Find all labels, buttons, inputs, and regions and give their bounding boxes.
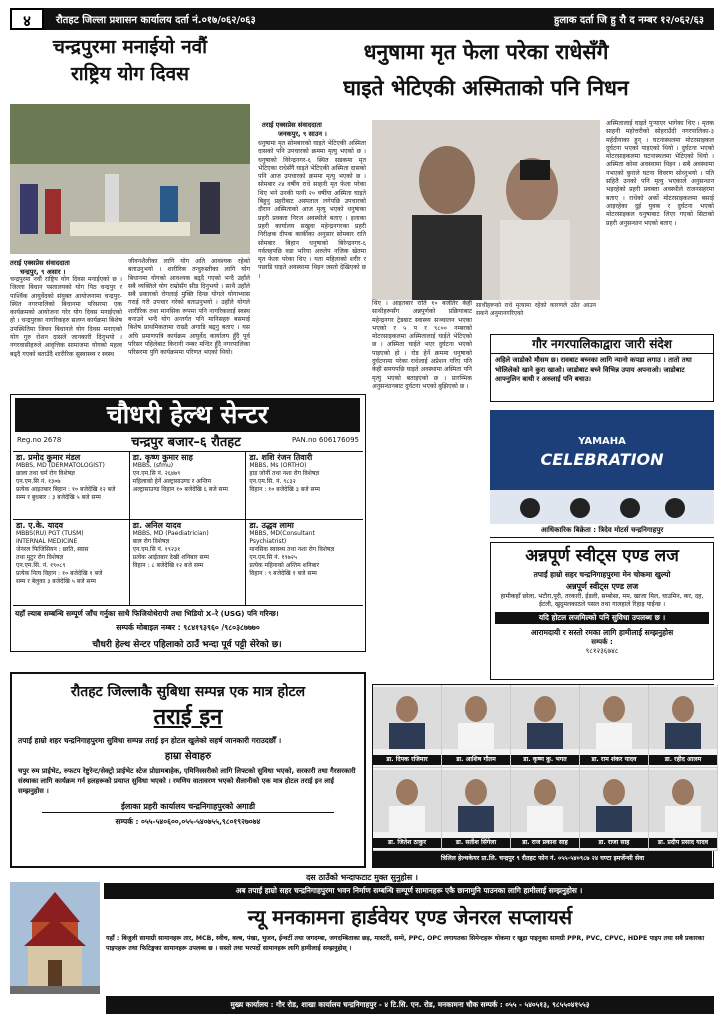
- hospital-doctor-card: [442, 768, 511, 851]
- annapurna-contact-label: सम्पर्क :: [591, 638, 613, 646]
- health-footer: चौधरी हेल्थ सेन्टर पहिलाको ठाउँ भन्दा पूर्व पट्टी सेरेको छ।: [92, 640, 282, 650]
- doctor-line: एन.एम.सि. नं. १९०८९: [16, 562, 66, 569]
- dhanusha-column-3: अस्मितालाई घाइते पुऱ्याएर भागेका थिए । मृतक साहनी महोत्तरीको सोहराउँदी नगरपालिका-३ मर्हदीयाका हुन् । घटनास्थलमा मोटरसाइकल दुर्घटना भएको पाइएको थियो । दुर्घटना भएको मोटरसाइकलमा घटनास्थलमा भेटिएको थियो । अस्मिता कोमा अवस्थामा थिइन । सबै अवस्थामा नभएको कुराले घटना विवरण सोध्नुभयो । पति सहितै उनको पनि मृत्यु भएकाले अनुसन्धान भइरहेको प्रहरी प्रवक्ता अवस्थीले राजनसहरमा बताए । राधेको अर्को मोटरसाइकलमा बसाई आइरहेका दुई युवक र दुर्घटना भएको मोटरसाइकल धनुषाबाट लिएर गएको सिटाको प्रहरी अनुसन्धान भएको बताए ।: [606, 120, 714, 227]
- doctor-line: प्रत्येक महिनाको अन्तिम शनिबार: [249, 562, 320, 569]
- doctor-line: सम्म र बेलुका ३ बजेदेखि ५ बजे सम्म: [16, 578, 96, 585]
- dhanusha-photo-caption: साथीहरूको राधे मृत्यामा रहेको कारणले उठेर आउन सकने अनुमानगरिएको: [476, 302, 596, 318]
- dhanusha-column-1: धनुषामा मृत सोमबारको घाइते भेटिएकी अस्मिता दासको पनि उपचारको क्रममा मृत्यु भएको छ । धनुषाको विरेन्द्रनगर-६ स्थित सडकमा मृत भेटिएका राधेसँगै घाइते भेटिएकी अस्मिता दासको पनि आज उपचारको क्रममा मृत्यु भएको छ । सोमबार २४ वर्षीय राधे साहनी मृत फेला परेका थिए भने उनकी पत्नी २० वर्षीया अस्मिता घाइते बिहुनु प्रहरीबाट अस्पताल लगेपछि उपचारको दौरान अस्मिताको आज मृत्यु भएको धनुषाका प्रहरी प्रवक्ता निरज अवस्थीले बताए । इलाका प्रहरी कार्यालय सखुवा महेन्द्रनगरका प्रहरी निरीक्षक दीपक कार्कीका अनुसार सोमबार राति सोमबार बिहान धनुषाको बिरेन्द्रनगर-६ गर्वलहपछि वडा भरिया अरुलेप नजिक खेतमा मृत फेला परेका थिए । यता महिलाको शरीर र पछाडि घाइते अवस्थामा थिइन जस्तो देखिएको छ ।: [258, 140, 366, 280]
- hospital-doctor-card: [649, 685, 718, 768]
- doctor-name: डा. उद्धव लामा: [249, 521, 294, 530]
- doctor-card: [13, 452, 130, 520]
- municipality-notice: [490, 334, 714, 402]
- doctor-line: Psychiatrist): [249, 538, 287, 545]
- hospital-doctor-card: [442, 685, 511, 768]
- doctor-line: विहान : ८ बजेदेखि १२ बजे सम्म: [132, 562, 204, 569]
- hospital-doctor-card: [580, 685, 649, 768]
- health-pan: PAN.no 606176095: [291, 436, 359, 444]
- hospital-doctor-name: डा. जितेश ठाकुर: [373, 838, 441, 848]
- hotel-services: चपुर रुम प्राईभेट, रुफटप रेष्टुरेन्ट/सेक्ट्रो प्राईभेट स्टेज प्रोग्रामबाहेक, एमिनिस्सरीको लागि लिफ्टको सुविधा भएको, सरकारी तथा गैरसरकारी संस्थाका लागि कार्यक्रम गर्न हलहरूको प्रयाप्त सुविधा भएको । रमणिय वातावरण भएको सैलानीको एक मात्र होटल तराई इन लाई सम्झनुहोस ।: [18, 767, 356, 795]
- hotel-intro: रौतहट जिल्लाकै सुबिधा सम्पन्न एक मात्र होटल: [70, 684, 306, 700]
- doctor-card: [246, 520, 363, 606]
- doctor-portrait: [373, 687, 441, 749]
- doctor-portrait: [442, 687, 510, 749]
- hardware-items: यहाँ : बिजुली सामाग्री सामानहरू तार, MCB, स्वीच, बल्ब, पंखा, भुजन, ईन्वर्टी तथा जगदम्बा, जगदम्बिताका छड़, मास्टरी, सम्मे, PPC, OPC लगायतका सिमेन्टहरू थोकमा र खुद्रा पाइनुका सामग्री PPR, PVC, CPVC, HDPE पाइप तथा सबै प्रकारका पाइपहरू तथा फिटिङ्गका सामानहरू उपलब्ध छ । सस्तो तथा भरपर्दो सामानहरू लागि हामीलाई सम्झनुहोस् ।: [106, 935, 705, 952]
- hotel-contact: सम्पर्क : ०५५-५४०६००,०५५-५४०७५५,९८०१९२७०७४: [115, 817, 261, 826]
- doctor-line: MBBS, (sfmu): [132, 462, 174, 469]
- doctor-line: प्रत्येक आईतबार देखी शनिबार सम्म: [132, 554, 209, 561]
- doctor-line: एन.एम.सि नं. २६४७९: [132, 470, 181, 477]
- doctor-line: प्रत्येक आइतबार बिहान : १० बजेदेखि १२ बजे: [16, 486, 116, 493]
- hardware-ad: [10, 872, 714, 1016]
- hospital-doctor-card: [649, 768, 718, 851]
- hardware-top-strip: दस ठाउँको भन्दाफटाट मुक्त सुनुहोस ।: [306, 873, 418, 882]
- doctor-name: डा. कृष्ण कुमार साह: [132, 453, 193, 462]
- health-reg-no: Reg.no 2678: [17, 436, 62, 444]
- doctor-line: प्रत्येक नित्य विहान : १० बजेदेखि १ बजे: [16, 570, 103, 577]
- doctor-portrait: [580, 770, 648, 832]
- doctor-portrait: [649, 687, 717, 749]
- doctor-card: [13, 520, 130, 606]
- doctor-line: एन.एम.सि नं. १९७२५: [249, 554, 297, 561]
- yamaha-brand: YAMAHA: [578, 436, 626, 447]
- annapurna-contact-no: ९८१२३६७४८: [585, 647, 619, 655]
- dhanusha-dateline: जनकपुर, ९ साउन ।: [278, 130, 327, 138]
- doctor-card: [130, 520, 247, 606]
- doctor-line: हाड जोर्नी तथा नशा रोग विशेषज्ञ: [249, 470, 320, 477]
- yamaha-sponsor-caption: आधिकारिक बिक्रेता : त्रिदेव मोटर्स चन्द्रनिगाहपुर: [490, 526, 714, 538]
- yoga-article: [10, 34, 250, 394]
- annapurna-title: अन्नपूर्ण स्वीट्स एण्ड लज: [525, 546, 679, 566]
- doctor-line: छाला तथा चर्म रोग विशेषज्ञ: [16, 470, 75, 477]
- hospital-doctor-name: डा. आशिष गौतम: [442, 755, 510, 765]
- hospital-doctor-name: डा. कृष्ण कु. भगत: [511, 755, 579, 765]
- doctor-card: [246, 452, 363, 520]
- hospital-doctor-name: डा. प्रदीप प्रसाद यादव: [649, 838, 717, 848]
- doctor-line: महिलाको हेर्ने अल्ट्रासाउण्ड र अन्तिम: [132, 478, 212, 485]
- hospital-doctor-card: [373, 768, 442, 851]
- dhanusha-couple-photo: [372, 120, 600, 300]
- doctor-line: MBBS, MD(Consultant: [249, 530, 315, 537]
- health-location: चन्द्रपुर बजार–६ रौतहट: [131, 435, 241, 450]
- hotel-address: ईलाका प्रहरी कार्यालय चन्द्रनिगाहपुरको अगाडी: [42, 801, 334, 813]
- dhanusha-headline-line1: धनुषामा मृत फेला परेका राधेसँगै: [363, 40, 609, 64]
- hospital-doctor-grid: [373, 685, 715, 851]
- annapurna-subtitle: तपाईं हाम्रो सहर चन्द्रनिगाहपुरमा मेन चोकमा खुल्यो: [533, 570, 671, 579]
- hospital-doctor-name: डा. सतीश सिंगेला: [442, 838, 510, 848]
- couple-photo-image: [372, 120, 600, 300]
- doctor-portrait: [580, 687, 648, 749]
- hospital-doctor-name: डा. रहीद आलम: [649, 755, 717, 765]
- doctor-name: डा. अनिल यादव: [132, 521, 182, 530]
- dhanusha-headline-line2: घाइते भेटिएकी अस्मिताको पनि निधन: [343, 76, 629, 100]
- health-center-title: चौधरी हेल्थ सेन्टर: [15, 398, 360, 432]
- doctor-line: तथा मुटुर रोग विशेषज्ञ: [16, 554, 64, 561]
- hardware-title: न्यू मनकामना हार्डवेयर एण्ड जेनरल सप्लायर्स: [247, 905, 573, 929]
- page-number: ४: [10, 8, 44, 30]
- doctor-line: एन.एम.सि. नं. ९८३२: [249, 478, 296, 485]
- yoga-photo: [10, 104, 250, 254]
- hotel-name: तराई इन: [153, 705, 223, 730]
- yoga-column-2: जीवनशैलीका लागि योग अति आवश्यक रहेको बताउनुभयो । शारीरिक तन्दुरुस्तीका लागि योग बिधानमा योगको आवश्यक बढ्दै गएको भन्दै उहाँले सबै व्यक्तिले योग राम्रोसँग सीड दिनुभयो । साथै उहाँले सबै प्रकारको रोगलाई मुक्ति दिन्छ योगले योगाभ्यास गराई गरी उपचार गरेको बताउनुभयो । उहाँले योगले शारीरिक तथा मानसिक रूपमा पनि नागरिकलाई स्वस्थ बनाउने भन्दै योग अन्तर्गत पनि मानिसहरु बसमाई बिशेष प्राथमिकतामा राख्दै अगाडि बढ्नु बताए । यस अघि प्रमाणपत्रि कार्यक्रम आयुर्वेद कार्यालय हुँदै पूर्व परिसर पहिलेबाट किरानी नम्बर मन्दिर हुँदै नगरपालिका परिसरमा पुगि कार्यक्रममा परिणत भएको थियो।: [128, 258, 250, 357]
- hospital-doctor-name: डा. राज प्रकाश साह: [511, 838, 579, 848]
- temple-photo: [10, 882, 100, 994]
- annapurna-name: अन्नपूर्ण स्वीट्स एण्ड लज: [565, 582, 639, 591]
- doctor-line: मानसिक स्वास्थ्य तथा नशा रोग विशेषज्ञ: [249, 546, 335, 553]
- yoga-headline-line2: राष्ट्रिय योग दिवस: [70, 63, 189, 85]
- doctor-name: डा. शशि रंजन तिवारी: [249, 453, 313, 462]
- doctor-line: बाल रोग विशेषज्ञ: [132, 538, 170, 545]
- doctor-portrait: [442, 770, 510, 832]
- hotel-desc: तपाईं हाम्रो शहर चन्द्रनिगाहपुरमा सुविधा सम्पन्न तराई इन होटल खुलेको सहर्ष जानकारी गराउदछौँ ।: [18, 736, 282, 745]
- doctor-line: सम्म र बुधबार : ३ बजेदेखि ५ बजे सम्म: [16, 494, 101, 501]
- dhanusha-byline: तराई एक्सप्रेस संवाददाता: [262, 121, 322, 129]
- doctor-line: INTERNAL MEDICINE: [16, 538, 78, 545]
- hospital-doctor-card: [580, 768, 649, 851]
- yamaha-banner: [490, 410, 714, 524]
- hotel-services-title: हाम्रा सेवाहरु: [164, 751, 212, 762]
- yoga-headline-line1: चन्द्रपुरमा मनाईयो नवौं: [52, 36, 208, 58]
- doctor-line: अल्ट्रासाउण्ड विहान १० बजेदेखि ६ बजे सम्म: [132, 486, 228, 493]
- doctor-line: MBBS, MD (Paediatrician): [132, 530, 209, 537]
- hospital-footer: त्रिलिल हेल्थकेयर प्रा.लि. चन्द्रपुर ९ रौतहट फोन नं. ०५५-५४०९८७ २४ घण्टा इमर्जेन्सी सेवा: [373, 851, 712, 867]
- header-registration: रौतहट जिल्ला प्रशासन कार्यालय दर्ता नं.०१७/०६२/०६३: [56, 15, 256, 26]
- health-contact: सम्पर्क मोबाइल नम्बर : ९८४१९३९६० /९८०३८७७७०: [116, 623, 260, 632]
- doctor-line: MBBS(RU) PGT (TUSM): [16, 530, 84, 537]
- page-header: [10, 8, 714, 30]
- municipality-message: अहिले जाडोको मौसम छ। रावबाट बच्नका लागि न्यानो कपडा लगाउ । तातो तथा भोलिलेको खाने कुरा खाओ। जाडोबाट बच्ने विभिन्न उपाय अपनाओ। जाडोबाट आफ्नुलिन बाथी र अरुलाई पनि बचाउ।: [491, 354, 713, 387]
- annapurna-details: हामीकहाँ छोला, भटौरा,पूरी, तरकारी, ईडली, सम्बोसा, मम, खाजा मिल, चाउमिन, कर, दह, ईटली, खुदुमलकाठले पसल तथा गालहाले रिहाइ पाईन्छ ।: [500, 593, 704, 608]
- header-postal-no: हुलाक दर्ता जि हु रौ द नम्बर १२/०६२/६३: [554, 15, 704, 26]
- annapurna-highlight: यदि होटल लजमिल्को पनि सुविधा उपलब्ध छ ।: [495, 612, 709, 624]
- health-services: यहाँ ल्याब सम्बन्धि सम्पूर्ण जाँच गर्नुका साथै फिजियोथेरापी तथा भिडियो X–रे (USG) पनि गरिन्छ।: [15, 609, 279, 618]
- hospital-doctor-name: डा. राजा साह: [580, 838, 648, 848]
- annapurna-contact-line: आरामदायी र सस्तो रमका लागि हामीलाई सम्झनुहोस: [530, 628, 674, 637]
- doctor-portrait: [649, 770, 717, 832]
- doctor-grid: [13, 451, 363, 606]
- doctor-line: विहान : ९ बजेदेखि १ बजे सम्म: [249, 570, 317, 577]
- doctor-name: डा. ए.के. यादव: [16, 521, 64, 530]
- yoga-column-1: चन्द्रपुरमा नवौं राष्ट्रिय योग दिवस मनाईएको छ । जिल्ला बिधान पस्तालयको योग पिठ चन्द्रपुर र पार्श्विक आयुर्वेदको संयुक्त आयोजनामा चन्द्रपुर- स्थित नगरपालिको बिधानमा परिसरमा एक कार्यक्रमको आयोजना गरेर योग दिवस मनाईएको हो । चन्द्रपुरका नागरिकहरु सलग्न कार्यक्रमा बिशेष उपस्थितिमा जिवन बिधानले योग दिवस मनाएको योग गुरु रोशन दासले जानकारी दिनुभयो । नगरवासीहरुले आवृत्तिक सामाजमा योगको महत्व बढ्दै गएको बताउँदै शारीरिक सुस्वास्थ्य र स्वस्थ: [10, 276, 122, 358]
- hospital-doctor-name: डा. राम शंकर यादव: [580, 755, 648, 765]
- hospital-doctor-name: डा. दिपक रजिमार: [373, 755, 441, 765]
- doctor-card: [130, 452, 247, 520]
- doctor-portrait: [511, 687, 579, 749]
- doctor-line: एन.एम.सि नं. १३०७: [16, 478, 61, 485]
- hospital-doctor-card: [511, 768, 580, 851]
- municipality-title: गौर नगरपालिकाद्वारा जारी संदेश: [491, 335, 713, 354]
- dhanusha-column-2: थिए । आइतबार राति १० बजेतिर केही साथीहरूसँग अन्नपूर्णको प्रक्रियाबाट महेन्द्रनगर ट्रेडबाट स्वास्थ्य सञ्चालन भएका भएको र ५ प र ९८०० नम्बरको मोटरसाइकलमा अस्मितालाई घाईते भेटिएको छ । अस्मिता घाईते भएर दुर्घटना भएको पाइएको हो । रोड हेर्ने क्रममा धनुषाको दुर्घटनामा परेका राधेलाई अप्रेशन गरिए पनि केही समयपछि घाइते अवस्थामा अस्मिता पनि मृत्यु भएको बताइएको छ । प्रारम्भिक अनुसन्धानबाट दुर्घटना भएको बुझिएको छ ।: [372, 300, 472, 390]
- doctor-line: MBBS, Ms (ORTHO): [249, 462, 307, 469]
- terai-inn-ad: [10, 672, 366, 868]
- hardware-footer: मुख्य कार्यालय : गौर रोड, शाखा कार्यालय चन्द्रनिगाहपुर - ४ टि.सि. एन. रोड, मनकामना चौक सम्पर्क : ०५५ - ५४०५१३, ९८५५०४१५५३: [106, 996, 714, 1014]
- hardware-intro: अब तपाईं हाम्रो सहर चन्द्रनिगाहपुरमा भवन निर्माण सम्बन्धि सम्पूर्ण सामानहरू एकै छानामुनि पाउनका लागि हामीलाई सम्झनुहोस ।: [104, 883, 714, 899]
- health-center-ad: [10, 394, 366, 652]
- doctor-portrait: [373, 770, 441, 832]
- doctor-line: MBBS, MD (DERMATOLOGIST): [16, 462, 105, 469]
- annapurna-ad: [490, 542, 714, 680]
- hospital-doctor-card: [373, 685, 442, 768]
- hospital-ad: [372, 684, 714, 868]
- doctor-portrait: [511, 770, 579, 832]
- yoga-byline: तराई एक्सप्रेस संवाददाता: [10, 259, 70, 267]
- yamaha-banner-text: CELEBRATION: [540, 450, 664, 469]
- temple-image: [10, 882, 100, 994]
- doctor-line: विहान : १० बजेदेखि ३ बजे सम्म: [249, 486, 320, 493]
- yoga-dateline: चन्द्रपुर, ९ असार ।: [20, 268, 66, 276]
- doctor-name: डा. प्रमोद कुमार मंडल: [16, 453, 81, 462]
- yoga-photo-image: [10, 104, 250, 254]
- doctor-line: जेनरल फिजिसियन : छाति, स्वास: [16, 546, 89, 553]
- doctor-line: एन.एम.सि नं. १९२३१: [132, 546, 181, 553]
- hospital-doctor-card: [511, 685, 580, 768]
